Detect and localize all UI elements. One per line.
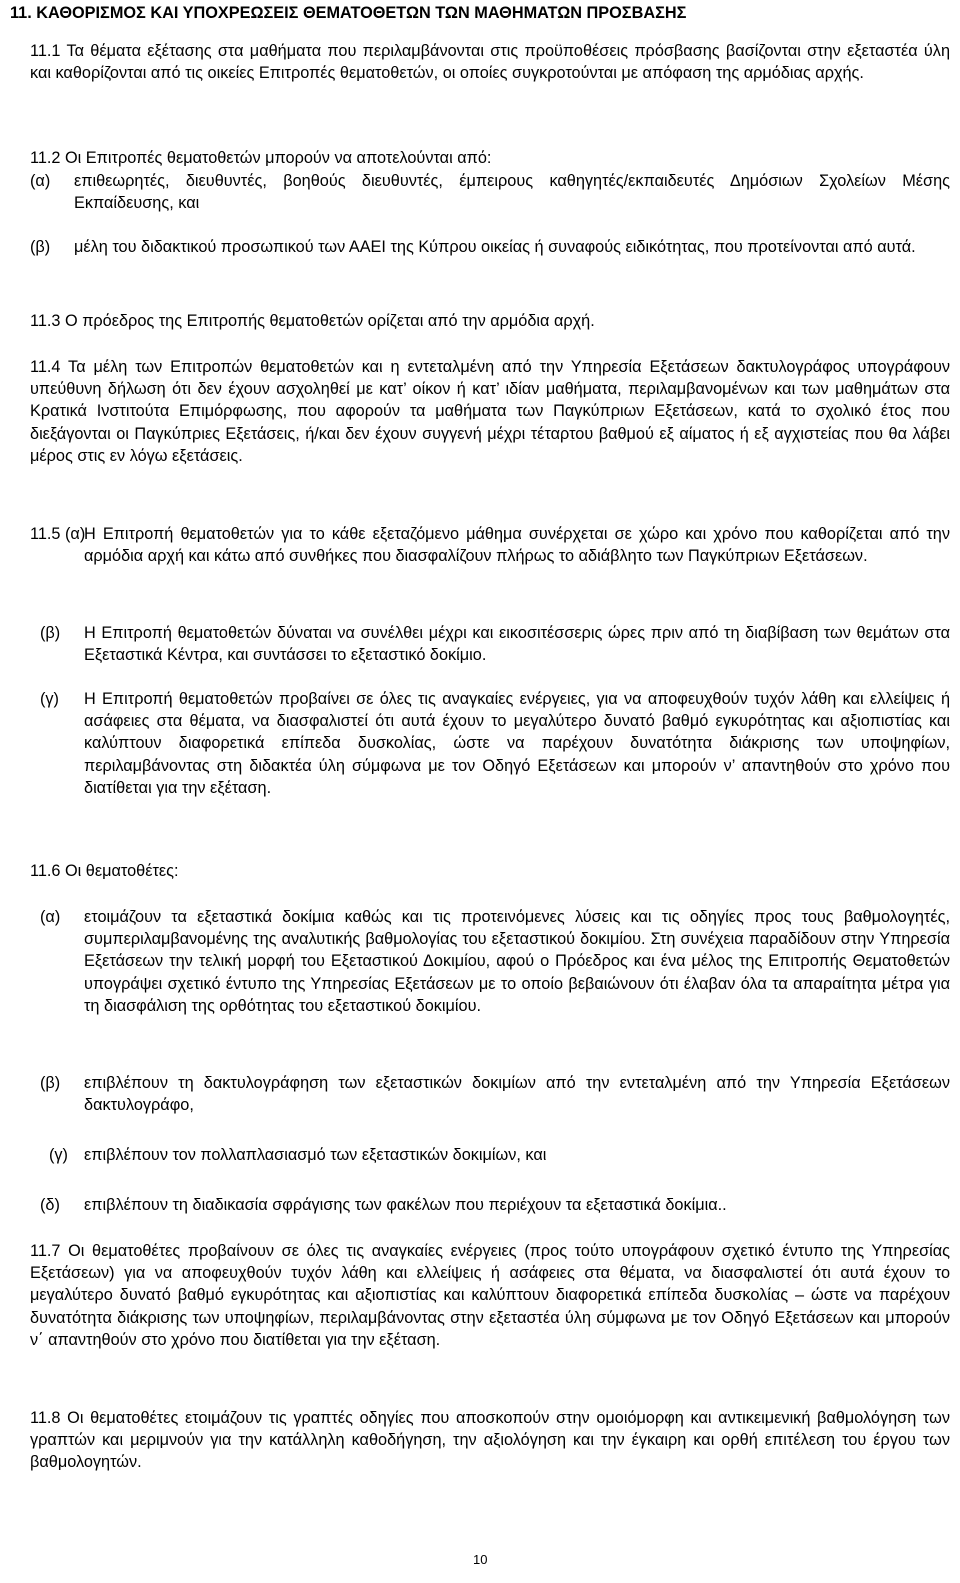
list-item-11-6-b — [30, 1072, 950, 1116]
list-item-label: (α) — [30, 172, 51, 190]
paragraph-11-1: 11.1 Τα θέματα εξέτασης στα μαθήματα που περιλαμβάνονται στις προϋποθέσεις πρόσβασης βασίζονται στην εξεταστέα ύλη και καθορίζονται από τις οικείες Επιτροπές θεματοθετών, οι οποίες συγκροτούνται με απόφαση της αρμόδιας αρχής. — [30, 42, 950, 83]
list-item-text: επιβλέπουν τη διαδικασία σφράγισης των φακέλων που περιέχουν τα εξεταστικά δοκίμια.. — [84, 1196, 727, 1214]
list-item-11-6-c — [30, 1144, 950, 1166]
page-number: 10 — [473, 1552, 488, 1567]
paragraph-11-4: 11.4 Τα μέλη των Επιτροπών θεματοθετών και η εντεταλμένη από την Υπηρεσία Εξετάσεων δακτυλογράφος υπογράφουν υπεύθυνη δήλωση ότι δεν έχουν ασχοληθεί με κατ’ οίκον ή κατ’ ιδίαν μαθήματα, περιλαμβανομένων και των μαθημάτων στα Κρατικά Ινστιτούτα Επιμόρφωσης, που αφορούν τα μαθήματα των Παγκύπριων Εξετάσεων, κατά το σχολικό έτος που διεξάγονται οι Παγκύπριες Εξετάσεις, ή/και δεν έχουν συγγενή μέχρι τέταρτου βαθμού εξ αίματος ή εξ αγχιστείας που θα λάβει μέρος στις εν λόγω εξετάσεις. — [30, 358, 950, 465]
list-item-11-5-b — [30, 622, 950, 666]
list-item-text: επιβλέπουν τον πολλαπλασιασμό των εξεταστικών δοκιμίων, και — [84, 1146, 547, 1164]
list-item-11-2-a — [30, 170, 950, 214]
list-item-text: Η Επιτροπή θεματοθετών δύναται να συνέλθει μέχρι και εικοσιτέσσερις ώρες πριν από τη διαβίβαση των θεμάτων στα Εξεταστικά Κέντρα, και συντάσσει το εξεταστικό δοκίμιο. — [84, 624, 950, 665]
list-item-text: επιθεωρητές, διευθυντές, βοηθούς διευθυντές, έμπειρους καθηγητές/εκπαιδευτές Δημόσιων Σχολείων Μέσης Εκπαίδευσης, και — [74, 172, 950, 213]
list-item-text: Η Επιτροπή θεματοθετών για το κάθε εξεταζόμενο μάθημα συνέρχεται σε χώρο και χρόνο που καθορίζεται από την αρμόδια αρχή και κάτω από συνθήκες που διασφαλίζουν πλήρως το αδιάβλητο των Παγκύπριων Εξετάσεων. — [84, 525, 950, 566]
paragraph-11-8: 11.8 Οι θεματοθέτες ετοιμάζουν τις γραπτές οδηγίες που αποσκοπούν στην ομοιόμορφη και αντικειμενική βαθμολόγηση των γραπτών και μεριμνούν για την κατάλληλη καθοδήγηση, την αξιολόγηση και την έγκαιρη και ορθή επιτέλεση του έργου των βαθμολογητών. — [30, 1409, 950, 1472]
paragraph-11-7: 11.7 Οι θεματοθέτες προβαίνουν σε όλες τις αναγκαίες ενέργειες (προς τούτο υπογράφουν σχετικό έντυπο της Υπηρεσίας Εξετάσεων) για να αποφευχθούν τυχόν λάθη και ελλείψεις ή ασάφειες στα θέματα, να διασφαλιστεί ότι αυτά έχουν το μεγαλύτερο δυνατό βαθμό εγκυρότητας και αξιοπιστίας και καλύπτουν διαφορετικά επίπεδα δυσκολίας – ώστε να παρέχουν δυνατότητα διάκρισης των υποψηφίων, περιλαμβάνοντας στην εξεταστέα ύλη σύμφωνα με τον Οδηγό Εξετάσεων και μπορούν ν΄ απαντηθούν στο χρόνο που διατίθεται για την εξέταση. — [30, 1242, 950, 1349]
list-item-11-5-a — [30, 523, 950, 567]
list-item-label: (γ) — [40, 690, 59, 708]
list-item-label: (γ) — [49, 1146, 68, 1164]
list-item-11-2-b — [30, 236, 950, 258]
list-item-label: (β) — [40, 624, 61, 642]
list-item-11-6-a — [30, 906, 950, 1017]
section-title: 11. ΚΑΘΟΡΙΣΜΟΣ ΚΑΙ ΥΠΟΧΡΕΩΣΕΙΣ ΘΕΜΑΤΟΘΕΤΩΝ ΤΩΝ ΜΑΘΗΜΑΤΩΝ ΠΡΟΣΒΑΣΗΣ — [10, 4, 687, 22]
list-item-label: (β) — [30, 238, 51, 256]
list-item-label: (β) — [40, 1074, 61, 1092]
list-item-label: 11.5 (α) — [30, 525, 86, 543]
paragraph-11-6-heading: 11.6 Οι θεματοθέτες: — [30, 862, 179, 880]
paragraph-11-2-heading: 11.2 Οι Επιτροπές θεματοθετών μπορούν να αποτελούνται από: — [30, 149, 492, 167]
list-item-text: Η Επιτροπή θεματοθετών προβαίνει σε όλες τις αναγκαίες ενέργειες, για να αποφευχθούν τυχόν λάθη και ελλείψεις ή ασάφειες στα θέματα, να διασφαλιστεί ότι αυτά έχουν το μεγαλύτερο δυνατό βαθμό εγκυρότητας και αξιοπιστίας και καλύπτουν διαφορετικά επίπεδα δυσκολίας, ώστε να παρέχουν δυνατότητα διάκρισης των υποψηφίων, περιλαμβάνοντας στη διδακτέα ύλη σύμφωνα με τον Οδηγό Εξετάσεων και μπορούν ν’ απαντηθούν στο χρόνο που διατίθεται για την εξέταση. — [84, 690, 950, 797]
list-item-text: επιβλέπουν τη δακτυλογράφηση των εξεταστικών δοκιμίων από την εντεταλμένη από την Υπηρεσία Εξετάσεων δακτυλογράφο, — [84, 1074, 950, 1115]
paragraph-11-3: 11.3 Ο πρόεδρος της Επιτροπής θεματοθετών ορίζεται από την αρμόδια αρχή. — [30, 312, 595, 330]
list-item-11-5-c — [30, 688, 950, 799]
list-item-11-6-d — [30, 1194, 950, 1216]
list-item-text: μέλη του διδακτικού προσωπικού των ΑΑΕΙ της Κύπρου οικείας ή συναφούς ειδικότητας, που προτείνονται από αυτά. — [74, 238, 916, 256]
list-item-label: (δ) — [40, 1196, 60, 1214]
list-item-text: ετοιμάζουν τα εξεταστικά δοκίμια καθώς και τις προτεινόμενες λύσεις και τις οδηγίες προς τους βαθμολογητές, συμπεριλαμβανομένης της αναλυτικής βαθμολογίας του εξεταστικού δοκιμίου. Στη συνέχεια παραδίδουν στην Υπηρεσία Εξετάσεων την τελική μορφή του Εξεταστικού Δοκιμίου, αφού ο Πρόεδρος και ένα μέλος της Επιτροπής Θεματοθετών υπογράψει σχετικό έντυπο της Υπηρεσίας Εξετάσεων με το οποίο βεβαιώνουν ότι έλαβαν όλα τα απαραίτητα μέτρα για τη διασφάλιση της ορθότητας του εξεταστικού δοκιμίου. — [84, 908, 950, 1015]
list-item-label: (α) — [40, 908, 61, 926]
